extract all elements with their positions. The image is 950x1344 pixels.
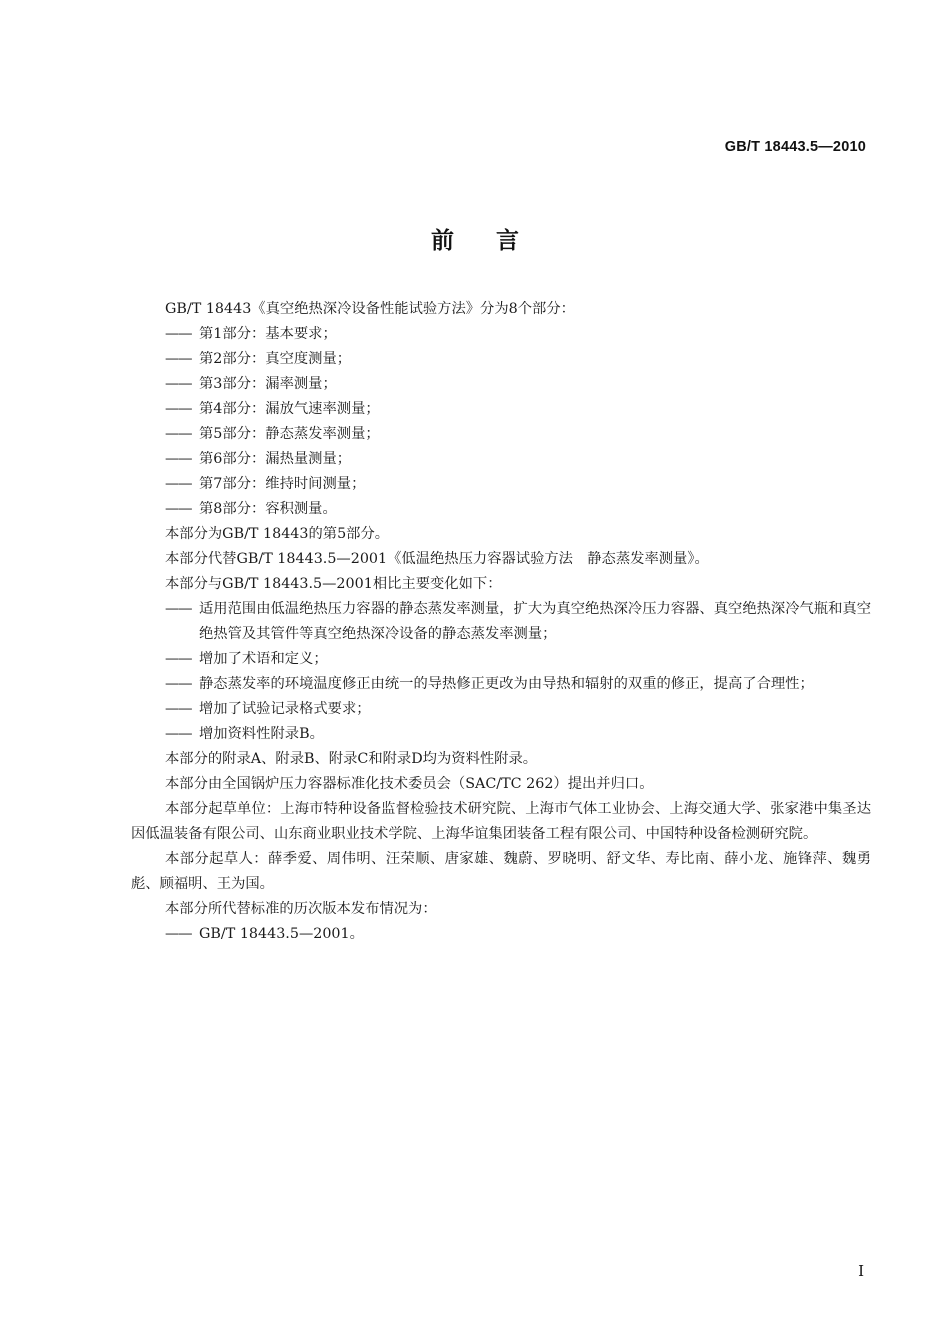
part-item-4: 第4部分：漏放气速率测量；: [199, 401, 380, 417]
history-item-1: GB/T 18443.5—2001。: [199, 926, 364, 942]
proposed-by-paragraph: 本部分由全国锅炉压力容器标准化技术委员会（SAC/TC 262）提出并归口。: [165, 776, 654, 792]
list-item: [131, 472, 871, 497]
change-item-3: 静态蒸发率的环境温度修正由统一的导热修正更改为由导热和辐射的双重的修正，提高了合理性；: [199, 676, 814, 692]
dash-marker: ——: [165, 726, 192, 742]
dash-marker: ——: [165, 351, 192, 367]
change-item-4: 增加了试验记录格式要求；: [199, 701, 371, 717]
list-item: [131, 347, 871, 372]
list-item: [131, 372, 871, 397]
part-item-2: 第2部分：真空度测量；: [199, 351, 352, 367]
part-item-8: 第8部分：容积测量。: [199, 501, 337, 517]
document-body: [131, 297, 871, 947]
change-item-5: 增加资料性附录B。: [199, 726, 324, 742]
dash-marker: ——: [165, 601, 192, 617]
part-item-7: 第7部分：维持时间测量；: [199, 476, 366, 492]
page-title: 前言: [431, 228, 561, 254]
dash-marker: ——: [165, 926, 192, 942]
changes-intro-paragraph: 本部分与GB/T 18443.5—2001相比主要变化如下：: [165, 576, 502, 592]
part-item-6: 第6部分：漏热量测量；: [199, 451, 352, 467]
this-part-paragraph: 本部分为GB/T 18443的第5部分。: [165, 526, 390, 542]
intro-paragraph: GB/T 18443《真空绝热深冷设备性能试验方法》分为8个部分：: [165, 301, 575, 317]
dash-marker: ——: [165, 326, 192, 342]
part-item-5: 第5部分：静态蒸发率测量；: [199, 426, 380, 442]
list-item: [131, 447, 871, 472]
list-item: [131, 697, 871, 722]
dash-marker: ——: [165, 426, 192, 442]
dash-marker: ——: [165, 651, 192, 667]
change-item-2: 增加了术语和定义；: [199, 651, 328, 667]
list-item: [131, 672, 871, 697]
list-item: [131, 397, 871, 422]
list-item: [131, 647, 871, 672]
standard-number: GB/T 18443.5—2010: [724, 139, 866, 155]
dash-marker: ——: [165, 401, 192, 417]
list-item: [131, 322, 871, 347]
dash-marker: ——: [165, 701, 192, 717]
list-item: [131, 597, 871, 647]
list-item: [131, 422, 871, 447]
dash-marker: ——: [165, 676, 192, 692]
history-intro-paragraph: 本部分所代替标准的历次版本发布情况为：: [165, 901, 437, 917]
replaces-paragraph: 本部分代替GB/T 18443.5—2001《低温绝热压力容器试验方法 静态蒸发率测量》。: [165, 551, 709, 567]
drafters-paragraph: 本部分起草人：薛季爱、周伟明、汪荣顺、唐家雄、魏蔚、罗晓明、舒文华、寿比南、薛小龙、施锋萍、魏勇彪、顾福明、王为国。: [131, 851, 871, 892]
part-item-1: 第1部分：基本要求；: [199, 326, 337, 342]
list-item: [131, 497, 871, 522]
dash-marker: ——: [165, 501, 192, 517]
part-item-3: 第3部分：漏率测量；: [199, 376, 337, 392]
drafting-units-paragraph: 本部分起草单位：上海市特种设备监督检验技术研究院、上海市气体工业协会、上海交通大学、张家港中集圣达因低温装备有限公司、山东商业职业技术学院、上海华谊集团装备工程有限公司、中国特种设备检测研究院。: [131, 801, 871, 842]
page-number: I: [858, 1262, 864, 1280]
appendices-paragraph: 本部分的附录A、附录B、附录C和附录D均为资料性附录。: [165, 751, 538, 767]
dash-marker: ——: [165, 451, 192, 467]
dash-marker: ——: [165, 476, 192, 492]
list-item: [131, 722, 871, 747]
change-item-1: 适用范围由低温绝热压力容器的静态蒸发率测量，扩大为真空绝热深冷压力容器、真空绝热深冷气瓶和真空绝热管及其管件等真空绝热深冷设备的静态蒸发率测量；: [199, 601, 871, 642]
list-item: [131, 922, 871, 947]
dash-marker: ——: [165, 376, 192, 392]
